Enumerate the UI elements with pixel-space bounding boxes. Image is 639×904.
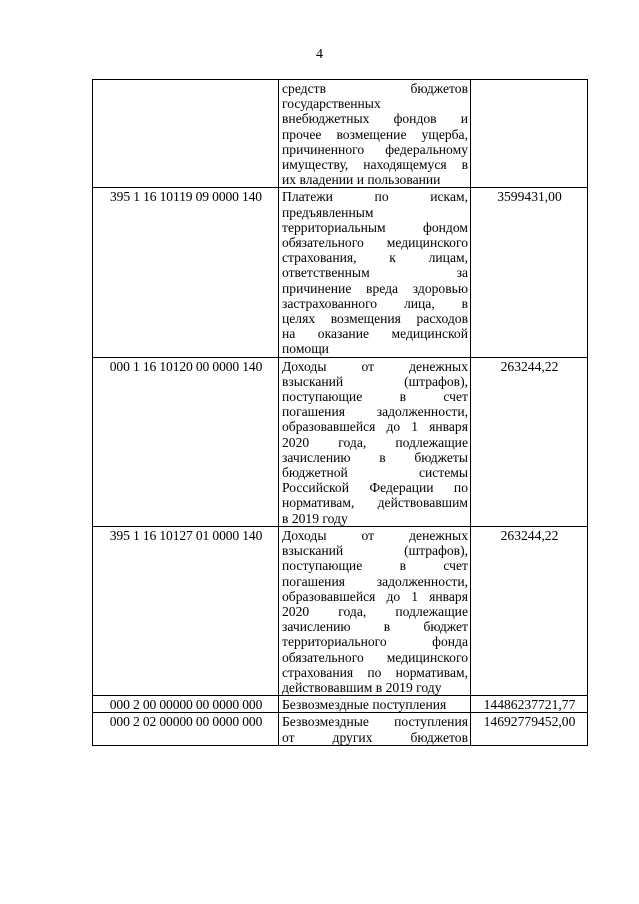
table-row — [93, 526, 588, 695]
table-row — [93, 696, 588, 713]
income-name-line: 2020 года, подлежащие — [282, 434, 468, 450]
income-name-line: обязательного медицинского — [282, 235, 468, 251]
income-name-line: поступающие в счет — [282, 558, 468, 574]
income-name-line: бюджетной системы — [282, 465, 468, 481]
income-name-line: нормативам, действовавшим — [282, 495, 468, 511]
income-name-line: 2020 года, подлежащие — [282, 603, 468, 619]
budget-table-body — [93, 80, 588, 746]
amount-cell — [471, 80, 588, 188]
income-name-line: образовавшейся до 1 января — [282, 588, 468, 604]
income-name-line: государственных — [282, 96, 381, 112]
classification-code-cell: 395 1 16 10127 01 0000 140 — [93, 526, 279, 695]
income-name-line: от других бюджетов — [282, 729, 468, 745]
income-name-line: ответственным за — [282, 265, 468, 281]
income-name-line: их владении и пользовании — [282, 172, 441, 188]
income-name-line: на оказание медицинской — [282, 326, 468, 342]
income-name-line: страхования, к лицам, — [282, 250, 468, 266]
income-name-line: зачислению в бюджеты — [282, 449, 468, 465]
amount-cell: 14692779452,00 — [471, 713, 588, 745]
income-name-line: прочее возмещение ущерба, — [282, 126, 468, 142]
income-name-line: обязательного медицинского — [282, 649, 468, 665]
income-name-line: взысканий (штрафов), — [282, 373, 468, 389]
classification-code-cell: 000 2 02 00000 00 0000 000 — [93, 713, 279, 745]
income-name-line: целях возмещения расходов — [282, 311, 468, 327]
income-name-line: действовавшим в 2019 году — [282, 679, 442, 695]
income-name-line: средств бюджетов — [282, 81, 468, 96]
income-name-cell — [279, 80, 471, 188]
table-row — [93, 188, 588, 357]
amount-cell: 14486237721,77 — [471, 696, 588, 713]
classification-code-cell — [93, 80, 279, 188]
income-name-line: территориального фонда — [282, 634, 468, 650]
classification-code-cell: 000 2 00 00000 00 0000 000 — [93, 696, 279, 713]
income-name-line: внебюджетных фондов и — [282, 111, 468, 127]
income-name-line: помощи — [282, 341, 329, 357]
income-name-line: Российской Федерации по — [282, 480, 468, 496]
income-name-cell — [279, 188, 471, 357]
amount-cell: 3599431,00 — [471, 188, 588, 357]
income-name-line: имуществу, находящемуся в — [282, 157, 468, 173]
income-name-line: территориальным фондом — [282, 219, 468, 235]
page-number: 4 — [316, 47, 323, 62]
income-name-cell — [279, 696, 471, 713]
table-row — [93, 80, 588, 188]
income-name-line: страхования по нормативам, — [282, 664, 468, 680]
income-name-line: погашения задолженности, — [282, 404, 468, 420]
income-name-line: застрахованного лица, в — [282, 295, 468, 311]
income-name-line: зачислению в бюджет — [282, 619, 468, 635]
income-name-line: предъявленным — [282, 204, 374, 220]
classification-code-cell: 000 1 16 10120 00 0000 140 — [93, 357, 279, 526]
income-name-line: причинение вреда здоровью — [282, 280, 468, 296]
income-name-line: поступающие в счет — [282, 389, 468, 405]
table-row — [93, 357, 588, 526]
income-name-line: в 2019 году — [282, 510, 348, 526]
income-name-line: Доходы от денежных — [282, 527, 468, 543]
income-name-line: Безвозмездные поступления — [282, 714, 468, 730]
income-name-cell — [279, 357, 471, 526]
income-name-line: причиненного федеральному — [282, 141, 468, 157]
budget-table — [92, 79, 588, 746]
income-name-cell — [279, 526, 471, 695]
classification-code-cell: 395 1 16 10119 09 0000 140 — [93, 188, 279, 357]
income-name-line: Платежи по искам, — [282, 189, 468, 205]
income-name-line: взысканий (штрафов), — [282, 543, 468, 559]
income-name-line: Доходы от денежных — [282, 358, 468, 374]
income-name-line: погашения задолженности, — [282, 573, 468, 589]
income-name-line: образовавшейся до 1 января — [282, 419, 468, 435]
table-row — [93, 713, 588, 745]
amount-cell: 263244,22 — [471, 526, 588, 695]
amount-cell: 263244,22 — [471, 357, 588, 526]
income-name-line: Безвозмездные поступления — [282, 697, 447, 713]
income-name-cell — [279, 713, 471, 745]
